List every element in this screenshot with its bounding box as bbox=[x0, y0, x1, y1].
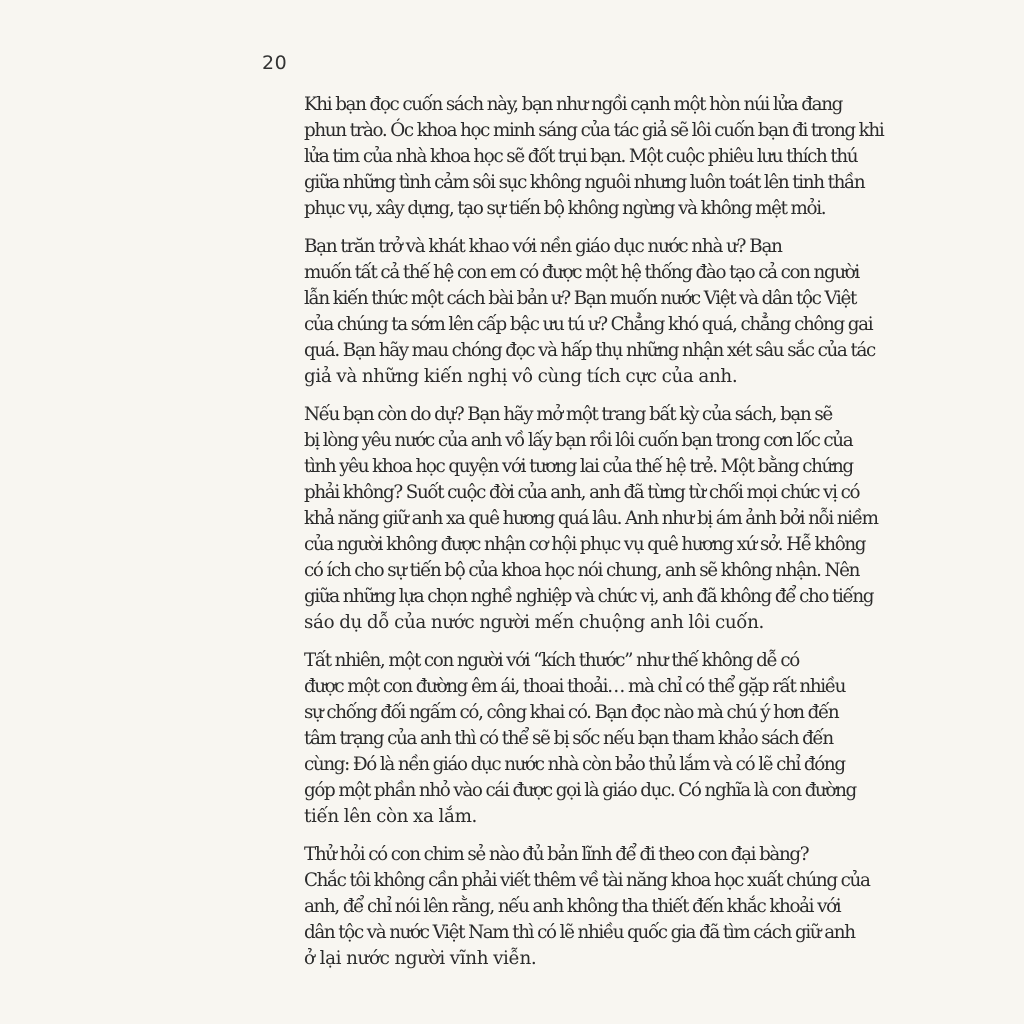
text-line: cùng: Đó là nền giáo dục nước nhà còn bảo thủ lắm và có lẽ chỉ đóng bbox=[304, 754, 845, 775]
paragraph bbox=[262, 402, 878, 636]
text-line: tình yêu khoa học quyện với tương lai của thế hệ trẻ. Một bằng chứng bbox=[304, 456, 853, 477]
text-line: góp một phần nhỏ vào cái được gọi là giáo dục. Có nghĩa là con đường bbox=[304, 780, 856, 801]
text-line: anh, để chỉ nói lên rằng, nếu anh không tha thiết đến khắc khoải với bbox=[304, 896, 841, 917]
text-line: lẫn kiến thức một cách bài bản ư? Bạn muốn nước Việt và dân tộc Việt bbox=[304, 288, 856, 309]
paragraph bbox=[262, 92, 884, 222]
paragraph bbox=[262, 234, 875, 390]
text-line: tâm trạng của anh thì có thể sẽ bị sốc nếu bạn tham khảo sách đến bbox=[304, 728, 833, 749]
text-line: tiến lên còn xa lắm. bbox=[304, 806, 478, 827]
text-line: ở lại nước người vĩnh viễn. bbox=[304, 948, 537, 969]
text-line: Nếu bạn còn do dự? Bạn hãy mở một trang bất kỳ của sách, bạn sẽ bbox=[304, 404, 832, 425]
text-line: Bạn trăn trở và khát khao với nền giáo dục nước nhà ư? Bạn bbox=[304, 236, 782, 257]
text-line: Tất nhiên, một con người với “kích thước” như thế không dễ có bbox=[304, 650, 799, 671]
text-line: phục vụ, xây dựng, tạo sự tiến bộ không ngừng và không mệt mỏi. bbox=[304, 198, 826, 219]
text-line: Khi bạn đọc cuốn sách này, bạn như ngồi cạnh một hòn núi lửa đang bbox=[304, 94, 842, 115]
body-text bbox=[262, 92, 884, 984]
page-number: 20 bbox=[262, 52, 288, 74]
text-line: sự chống đối ngấm có, công khai có. Bạn đọc nào mà chú ý hơn đến bbox=[304, 702, 839, 723]
text-line: có ích cho sự tiến bộ của khoa học nói chung, anh sẽ không nhận. Nên bbox=[304, 560, 860, 581]
text-line: giữa những tình cảm sôi sục không nguôi nhưng luôn toát lên tinh thần bbox=[304, 172, 865, 193]
text-line: muốn tất cả thế hệ con em có được một hệ thống đào tạo cả con người bbox=[304, 262, 859, 283]
text-line: khả năng giữ anh xa quê hương quá lâu. Anh như bị ám ảnh bởi nỗi niềm bbox=[304, 508, 878, 529]
text-line: được một con đường êm ái, thoai thoải… mà chỉ có thể gặp rất nhiều bbox=[304, 676, 846, 697]
text-line: giữa những lựa chọn nghề nghiệp và chức vị, anh đã không để cho tiếng bbox=[304, 586, 874, 607]
text-line: Chắc tôi không cần phải viết thêm về tài năng khoa học xuất chúng của bbox=[304, 870, 870, 891]
text-line: lửa tim của nhà khoa học sẽ đốt trụi bạn. Một cuộc phiêu lưu thích thú bbox=[304, 146, 858, 167]
text-line: của chúng ta sớm lên cấp bậc ưu tú ư? Chẳng khó quá, chẳng chông gai bbox=[304, 314, 873, 335]
text-line: phun trào. Óc khoa học minh sáng của tác giả sẽ lôi cuốn bạn đi trong khi bbox=[304, 120, 884, 141]
text-line: phải không? Suốt cuộc đời của anh, anh đã từng từ chối mọi chức vị có bbox=[304, 482, 860, 503]
text-line: bị lòng yêu nước của anh vồ lấy bạn rồi lôi cuốn bạn trong cơn lốc của bbox=[304, 430, 853, 451]
text-line: dân tộc và nước Việt Nam thì có lẽ nhiều quốc gia đã tìm cách giữ anh bbox=[304, 922, 855, 943]
text-line: Thử hỏi có con chim sẻ nào đủ bản lĩnh để đi theo con đại bàng? bbox=[304, 844, 809, 865]
paragraph bbox=[262, 842, 870, 972]
text-line: quá. Bạn hãy mau chóng đọc và hấp thụ những nhận xét sâu sắc của tác bbox=[304, 340, 875, 361]
text-line: của người không được nhận cơ hội phục vụ quê hương xứ sở. Hễ không bbox=[304, 534, 866, 555]
text-line: giả và những kiến nghị vô cùng tích cực của anh. bbox=[304, 366, 738, 387]
paragraph bbox=[262, 648, 856, 830]
text-line: sáo dụ dỗ của nước người mến chuộng anh lôi cuốn. bbox=[304, 612, 764, 633]
